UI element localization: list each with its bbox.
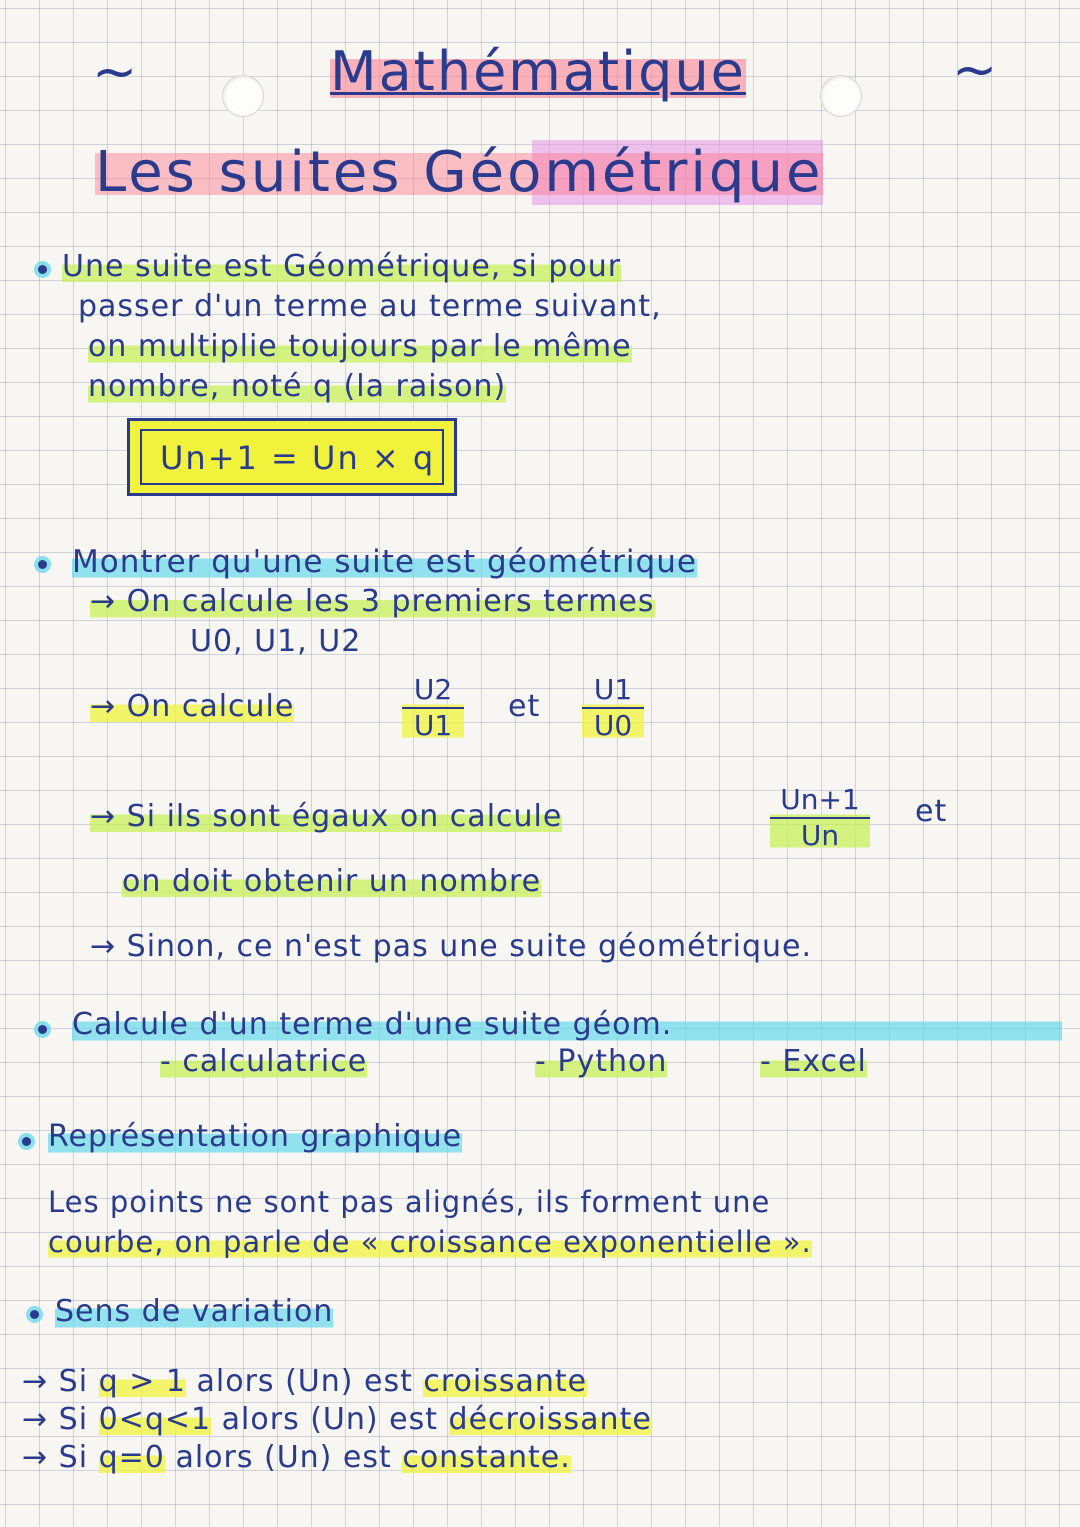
- show-step-3b-text: on doit obtenir un nombre: [122, 864, 542, 899]
- variation-row-2: [22, 1403, 652, 1437]
- show-step-3-text: → Si ils sont égaux on calcule: [90, 799, 563, 834]
- fraction-un1-un: [770, 785, 870, 851]
- decor-tilde-right: ~: [952, 38, 1000, 101]
- variation-heading: Sens de variation: [55, 1294, 334, 1329]
- variation-row-3-prefix: → Si: [22, 1440, 89, 1475]
- show-step-1-terms: U0, U1, U2: [190, 624, 362, 659]
- variation-row-2-cond: 0<q<1: [98, 1402, 212, 1437]
- formula-box: [127, 418, 457, 496]
- variation-row-1-result: croissante: [423, 1364, 588, 1399]
- compute-tool-excel: - Excel: [760, 1044, 867, 1079]
- variation-row-2-prefix: → Si: [22, 1402, 89, 1437]
- bullet-variation: [30, 1310, 39, 1319]
- graph-line-2-text: courbe, on parle de « croissance exponentielle ».: [48, 1225, 812, 1259]
- show-heading: Montrer qu'une suite est géométrique: [72, 544, 697, 580]
- graph-line-2: [48, 1225, 812, 1259]
- fraction-u1-u0-numerator: U1: [593, 673, 633, 706]
- show-step-2: [90, 690, 294, 724]
- definition-text-1: Une suite est Géométrique, si pour: [62, 249, 622, 284]
- fraction-u2-u1: [402, 675, 464, 741]
- formula-text: Un+1 = Un × q: [160, 439, 436, 477]
- bullet-graph: [22, 1137, 31, 1146]
- subtitle-text: Les suites Géométrique: [95, 140, 824, 205]
- variation-row-1: [22, 1365, 587, 1399]
- show-step-2-text: → On calcule: [90, 689, 295, 724]
- bullet-show: [38, 560, 47, 569]
- show-step-3: [90, 800, 562, 834]
- graph-line-1: Les points ne sont pas alignés, ils forment une: [48, 1185, 771, 1219]
- show-step-1-text: → On calcule les 3 premiers termes: [90, 584, 655, 619]
- fraction-u1-u0: [582, 675, 644, 741]
- variation-row-1-prefix: → Si: [22, 1364, 89, 1399]
- compute-tool-python: - Python: [535, 1044, 668, 1079]
- fraction-un1-un-denominator: Un: [800, 819, 840, 852]
- show-step-3-and: et: [915, 794, 948, 829]
- fraction-u2-u1-numerator: U2: [413, 673, 453, 706]
- page-title: Mathématique: [330, 40, 746, 103]
- variation-row-2-mid: alors (Un) est: [221, 1402, 438, 1437]
- definition-line-2: passer d'un terme au terme suivant,: [78, 289, 662, 324]
- variation-row-3-result: constante.: [402, 1440, 571, 1475]
- bullet-definition: [38, 265, 47, 274]
- compute-heading: Calcule d'un terme d'une suite géom.: [72, 1008, 1062, 1042]
- variation-row-1-mid: alors (Un) est: [196, 1364, 413, 1399]
- variation-row-1-cond: q > 1: [98, 1364, 186, 1399]
- fraction-u1-u0-denominator: U0: [593, 709, 633, 742]
- definition-line-4: nombre, noté q (la raison): [88, 369, 507, 404]
- variation-row-3-mid: alors (Un) est: [175, 1440, 392, 1475]
- page-subtitle: [95, 140, 1025, 205]
- binder-hole-right: [820, 75, 862, 117]
- decor-tilde-left: ~: [92, 40, 140, 103]
- fraction-un1-un-numerator: Un+1: [780, 783, 860, 816]
- show-step-1: [90, 585, 655, 619]
- variation-row-3: [22, 1441, 571, 1475]
- show-step-2-and: et: [508, 689, 541, 724]
- binder-hole-left: [222, 75, 264, 117]
- definition-line-3: on multiplie toujours par le même: [88, 329, 632, 364]
- variation-row-2-result: décroissante: [448, 1402, 652, 1437]
- fraction-u2-u1-denominator: U1: [413, 709, 453, 742]
- graph-heading: Représentation graphique: [48, 1119, 463, 1154]
- variation-row-3-cond: q=0: [98, 1440, 165, 1475]
- show-step-3b: [122, 865, 541, 899]
- show-step-4: → Sinon, ce n'est pas une suite géométrique.: [90, 929, 813, 964]
- bullet-compute: [38, 1025, 47, 1034]
- definition-line-1: [62, 250, 621, 284]
- compute-tool-calculator: - calculatrice: [160, 1044, 368, 1079]
